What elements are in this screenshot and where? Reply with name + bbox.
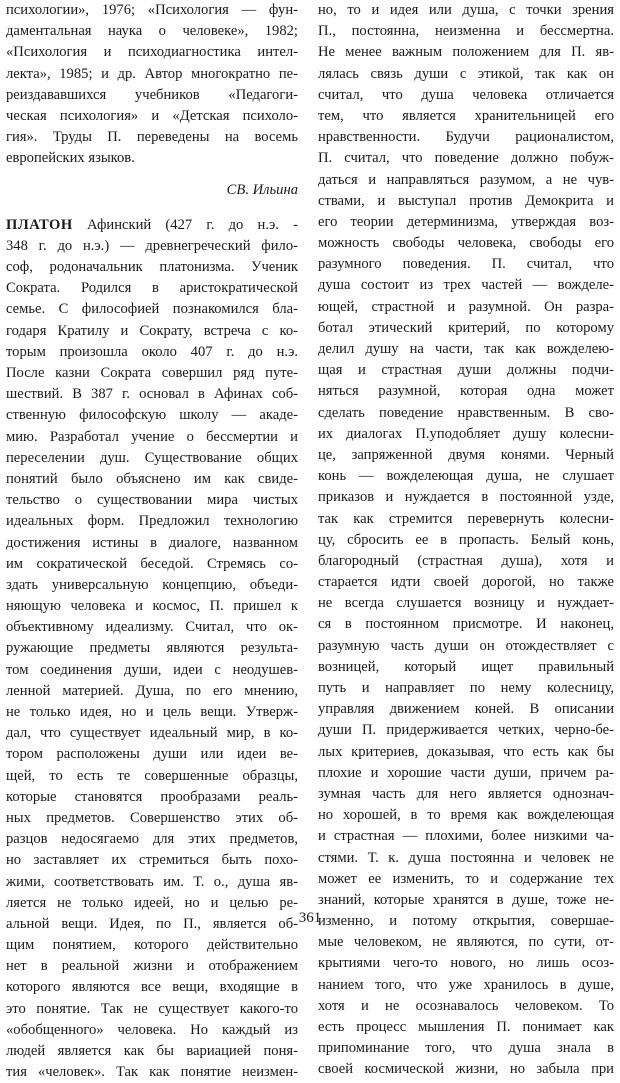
text-line: лекта», 1985; и др. Автор многократно пе- <box>6 65 298 82</box>
text-line: альной вещи. Идея, по П., является об- <box>6 915 298 932</box>
text-line: няющую человека и космос, П. пришел к <box>6 598 298 615</box>
text-line: разумную часть души он отождествляет с <box>318 637 614 654</box>
text-line: шествий. В 387 г. основал в Афинах соб- <box>6 386 298 403</box>
text-line: зумная часть для него является однознач- <box>318 785 614 802</box>
text-line: плохие и хорошие части души, причем ра- <box>318 764 614 781</box>
text-line: тором расположены души или идеи ве- <box>6 746 298 763</box>
text-line: ствами, и выступал против Демокрита и <box>318 192 614 209</box>
text-line: здать универсальную концепцию, объеди- <box>6 576 298 593</box>
text-line: хотя и не осознавалось человеком. То <box>318 997 614 1014</box>
text-line: души П. придерживается четких, черно-бе- <box>318 722 614 739</box>
text-line: понятий было объяснено им как свиде- <box>6 470 298 487</box>
text-line: няться разумной, которая одна может <box>318 383 614 400</box>
entry-heading-rest: Афинский (427 г. до н.э. - <box>72 216 298 233</box>
text-line: объективному идеализму. Считал, что ок- <box>6 619 298 636</box>
text-line: так как стремится перевернуть колесни- <box>318 510 614 527</box>
text-line: ющей, страстной и разумной. Он разра- <box>318 298 614 315</box>
text-line: им сократической беседой. Стремясь со- <box>6 555 298 572</box>
text-line: не всегда слушается возницу и нуждает- <box>318 595 614 612</box>
text-line: но хорошей, в то время как вожделеющая <box>318 807 614 824</box>
text-line: разумного поведения. П. считал, что <box>318 256 614 273</box>
text-line: щим понятием, которого действительно <box>6 937 298 954</box>
text-line: ся в постоянном присмотре. И наконец, <box>318 616 614 633</box>
text-line: тия «человек». Так как понятие неизмен- <box>6 1064 298 1081</box>
text-line: тельство о существовании мира чистых <box>6 492 298 509</box>
text-line: знаний, которые хранятся в душе, тоже не- <box>318 891 614 908</box>
previous-entry-ending <box>6 0 298 170</box>
text-line: торым произошла около 407 г. до н.э. <box>6 343 298 360</box>
text-line: которого являются все вещи, входящие в <box>6 979 298 996</box>
text-line: но заставляет их стремиться быть похо- <box>6 852 298 869</box>
text-line: душа состоит из трех частей — вожделе- <box>318 277 614 294</box>
text-line: стями. Т. к. душа постоянна и человек не <box>318 849 614 866</box>
text-line: его теории детерминизма, утверждая воз- <box>318 213 614 230</box>
text-line: Не менее важным положением для П. яв- <box>318 44 614 61</box>
text-line: изменно, и потому открытия, совершае- <box>318 913 614 930</box>
text-line: нанием того, что уже хранилось в душе, <box>318 976 614 993</box>
text-line: «обобщенного» человека. Но каждый из <box>6 1021 298 1038</box>
text-line: тем, что является хранительницей его <box>318 107 614 124</box>
text-line: «Психология и психодиагностика интел- <box>6 44 298 61</box>
text-line: управляя движением коней. В описании <box>318 701 614 718</box>
text-line: 348 г. до н.э.) — древнегреческий фило- <box>6 237 298 254</box>
text-line: ботал этический критерий, по которому <box>318 319 614 336</box>
text-line: П. считал, что поведение должно побуж- <box>318 150 614 167</box>
text-line: переселении душ. Существование общих <box>6 449 298 466</box>
text-line: приказов и нуждается в постоянной узде, <box>318 489 614 506</box>
text-line: конь — вожделеющая душа, не слушает <box>318 468 614 485</box>
text-line: том соединения души, идеи с неодушев- <box>6 661 298 678</box>
text-line: может ее изменить, то и содержание тех <box>318 870 614 887</box>
text-line: и страстная — плохими, более низкими ча- <box>318 828 614 845</box>
text-line: которые становятся прообразами реаль- <box>6 788 298 805</box>
text-line: своей космической жизни, но забыла при <box>318 1061 614 1078</box>
text-line: это понятие. Так не существует какого-то <box>6 1000 298 1017</box>
text-line: лялась связь души с этикой, так как он <box>318 65 614 82</box>
text-line: гия». Труды П. переведены на восемь <box>6 129 298 146</box>
text-line: не только идея, но и цель вещи. Утверж- <box>6 704 298 720</box>
entry-heading-line <box>6 215 298 236</box>
text-line: старается идти своей дорогой, но также <box>318 574 614 591</box>
entry-name: ПЛАТОН <box>6 216 73 233</box>
text-line: реиздававшихся учебников «Педагоги- <box>6 86 298 103</box>
text-line: возницей, который ищет правильный <box>318 658 614 675</box>
text-line: соф, родоначальник платонизма. Ученик <box>6 259 298 276</box>
text-line: их диалогах П.уподобляет душу колесни- <box>318 425 614 442</box>
text-line: ружающие предметы являются результа- <box>6 640 298 657</box>
text-line: припоминание того, что душа знала в <box>318 1040 614 1057</box>
text-line: благородный (страстная душа), хотя и <box>318 552 614 569</box>
text-line: После казни Сократа совершил ряд путе- <box>6 365 298 381</box>
text-line: ственную философскую школу — акаде- <box>6 407 298 424</box>
text-line: дал, что существует идеальный мир, в ко- <box>6 725 298 742</box>
text-line: идеальных форм. Предложил технологию <box>6 513 298 530</box>
text-line: нет в реальной жизни и отображением <box>6 958 298 975</box>
text-line: П., постоянна, неизменна и бессмертна. <box>318 23 614 40</box>
text-line: европейских языков. <box>6 150 135 167</box>
text-line: даментальная наука о человеке», 1982; <box>6 23 298 40</box>
text-line: семье. С философией познакомился бла- <box>6 301 298 318</box>
text-line: делил душу на части, так как вожделею- <box>318 341 614 357</box>
text-line: це, запряженной двумя конями. Черный <box>318 446 614 463</box>
text-line: ленной материей. Душа, по его мнению, <box>6 682 298 699</box>
text-line: психологии», 1976; «Психология — фун- <box>6 2 298 18</box>
text-line: ческая психология» и «Детская психоло- <box>6 107 298 124</box>
text-line: ляется не только идеей, но и целью ре- <box>6 894 298 911</box>
text-line: ных предметов. Совершенство этих об- <box>6 809 298 826</box>
text-line: щей, то есть те совершенные образцы, <box>6 767 298 784</box>
platon-entry-body <box>6 236 298 1083</box>
text-line: людей является как бы вариацией поня- <box>6 1043 298 1059</box>
text-line: но, то и идея или душа, с точки зрения <box>318 2 614 18</box>
text-line: цу, сбросить ее в пропасть. Белый конь, <box>318 531 614 548</box>
text-line: Сократа. Родился в аристократической <box>6 280 298 297</box>
text-line: мые человеком, не являются, по сути, от- <box>318 934 614 951</box>
author-signature: СВ. Ильина <box>226 181 298 198</box>
text-line: мию. Разработал учение о бессмертии и <box>6 428 298 445</box>
text-line: разцов недосягаемо для этих предметов, <box>6 831 298 848</box>
text-line: считал, что душа человека отличается <box>318 86 614 103</box>
text-line: нравственности. Будучи рационалистом, <box>318 129 614 146</box>
text-line: жими, соответствовать им. Т. о., душа яв- <box>6 873 298 890</box>
text-line: лых критериев, доказывая, что есть как бы <box>318 743 614 760</box>
text-line: щая и страстная души должны подчи- <box>318 362 614 379</box>
text-line: можность свободы человека, свободы его <box>318 235 614 252</box>
text-line: годаря Кратилу и Сократу, встреча с ко- <box>6 322 298 339</box>
text-line: крытиями чего-то нового, но лишь осоз- <box>318 955 614 972</box>
text-line: сделать поведение нравственным. В сво- <box>318 404 614 421</box>
entry-gap <box>6 201 298 215</box>
page-number: 361 <box>298 910 322 926</box>
text-line: есть процесс мышления П. понимает как <box>318 1019 614 1035</box>
text-line: путь и направляет по нему колесницу, <box>318 680 614 696</box>
text-line: даться и направляться разумом, а не чув- <box>318 171 614 188</box>
text-line: достижения истины в диалоге, названном <box>6 534 298 551</box>
